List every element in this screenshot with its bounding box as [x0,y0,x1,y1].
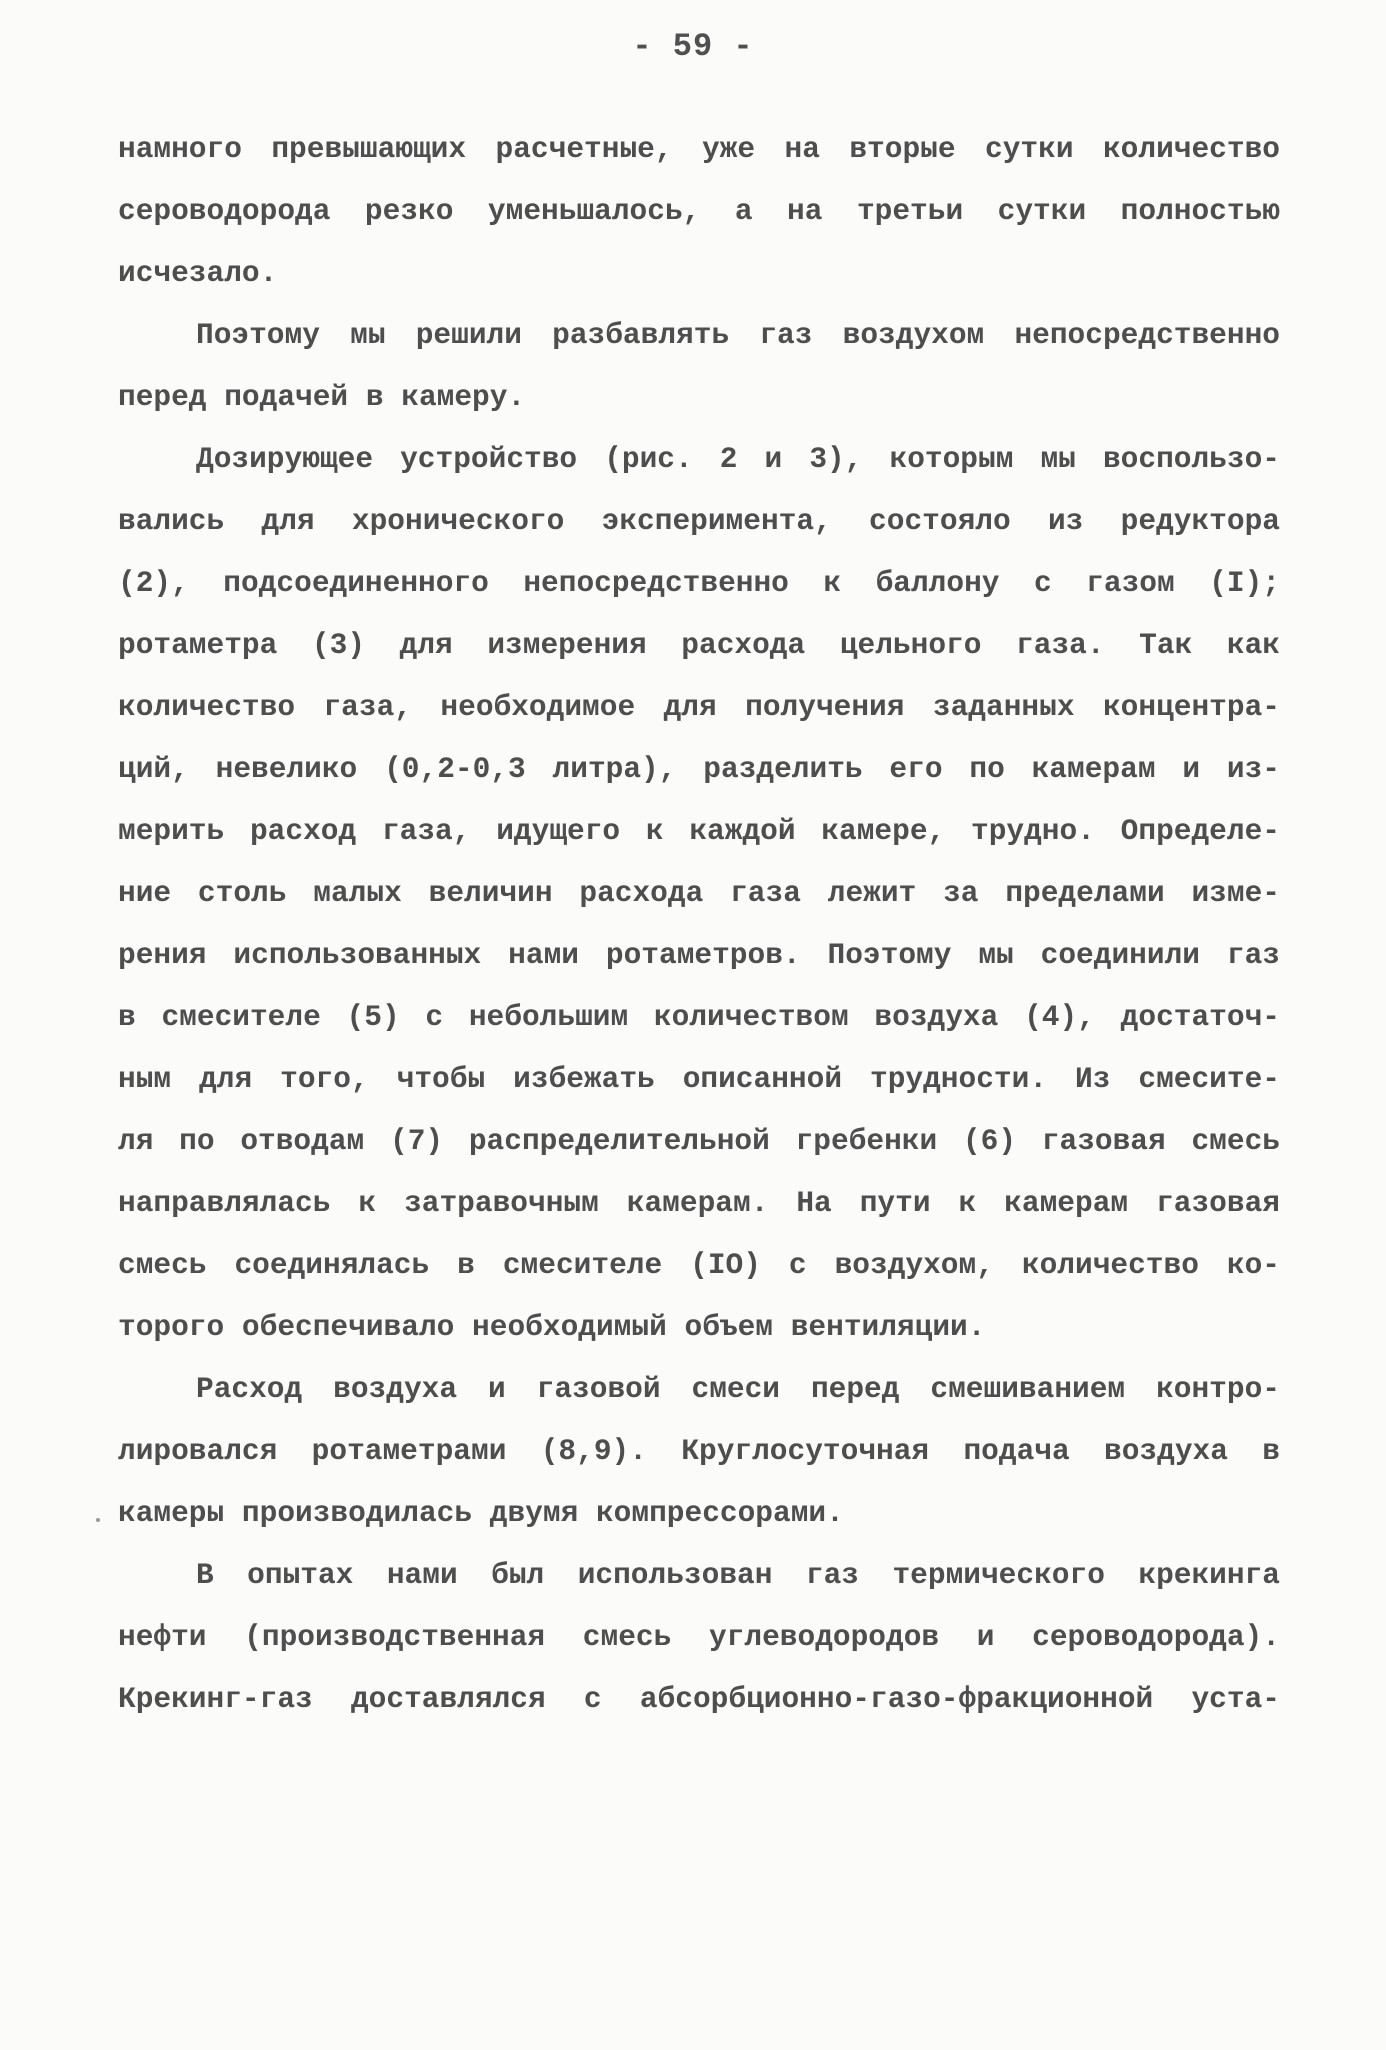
text-line: камеры производилась двумя компрессорами. [118,1496,844,1530]
body-text [118,118,1280,1730]
text-line: ние столь малых величин расхода газа лежит за пределами изме- [118,876,1280,910]
text-line: количество газа, необходимое для получения заданных концентра- [118,690,1280,724]
paragraph-4 [118,1358,1280,1544]
text-line: Расход воздуха и газовой смеси перед смешиванием контро- [196,1372,1280,1406]
text-line: Крекинг-газ доставлялся с абсорбционно-газо-фракционной уста- [118,1682,1280,1716]
text-line: рения использованных нами ротаметров. Поэтому мы соединили газ [118,938,1280,972]
text-line: перед подачей в камеру. [118,380,526,414]
text-line: (2), подсоединенного непосредственно к баллону с газом (I); [118,566,1280,600]
text-line: Дозирующее устройство (рис. 2 и 3), которым мы воспользо- [196,442,1280,476]
text-line: намного превышающих расчетные, уже на вторые сутки количество [118,132,1280,166]
paragraph-5 [118,1544,1280,1730]
paragraph-1 [118,118,1280,304]
text-line: направлялась к затравочным камерам. На пути к камерам газовая [118,1186,1280,1220]
text-line: нефти (производственная смесь углеводородов и сероводорода). [118,1620,1280,1654]
text-line: исчезало. [118,256,278,290]
margin-dot [96,1518,100,1522]
text-line: сероводорода резко уменьшалось, а на третьи сутки полностью [118,194,1280,228]
text-line: В опытах нами был использован газ термического крекинга [196,1558,1280,1592]
text-line: в смесителе (5) с небольшим количеством воздуха (4), достаточ- [118,1000,1280,1034]
text-line: ций, невелико (0,2-0,3 литра), разделить его по камерам и из- [118,752,1280,786]
text-line: мерить расход газа, идущего к каждой камере, трудно. Определе- [118,814,1280,848]
text-line: ротаметра (3) для измерения расхода цельного газа. Так как [118,628,1280,662]
text-line: лировался ротаметрами (8,9). Круглосуточная подача воздуха в [118,1434,1280,1468]
text-line: ным для того, чтобы избежать описанной трудности. Из смесите- [118,1062,1280,1096]
page-number: - 59 - [632,28,754,65]
text-line: торого обеспечивало необходимый объем вентиляции. [118,1310,986,1344]
text-line: вались для хронического эксперимента, состояло из редуктора [118,504,1280,538]
text-line: ля по отводам (7) распределительной гребенки (6) газовая смесь [118,1124,1280,1158]
text-line: Поэтому мы решили разбавлять газ воздухом непосредственно [196,318,1280,352]
text-line: смесь соединялась в смесителе (IO) с воздухом, количество ко- [118,1248,1280,1282]
paragraph-3 [118,428,1280,1358]
paragraph-2 [118,304,1280,428]
